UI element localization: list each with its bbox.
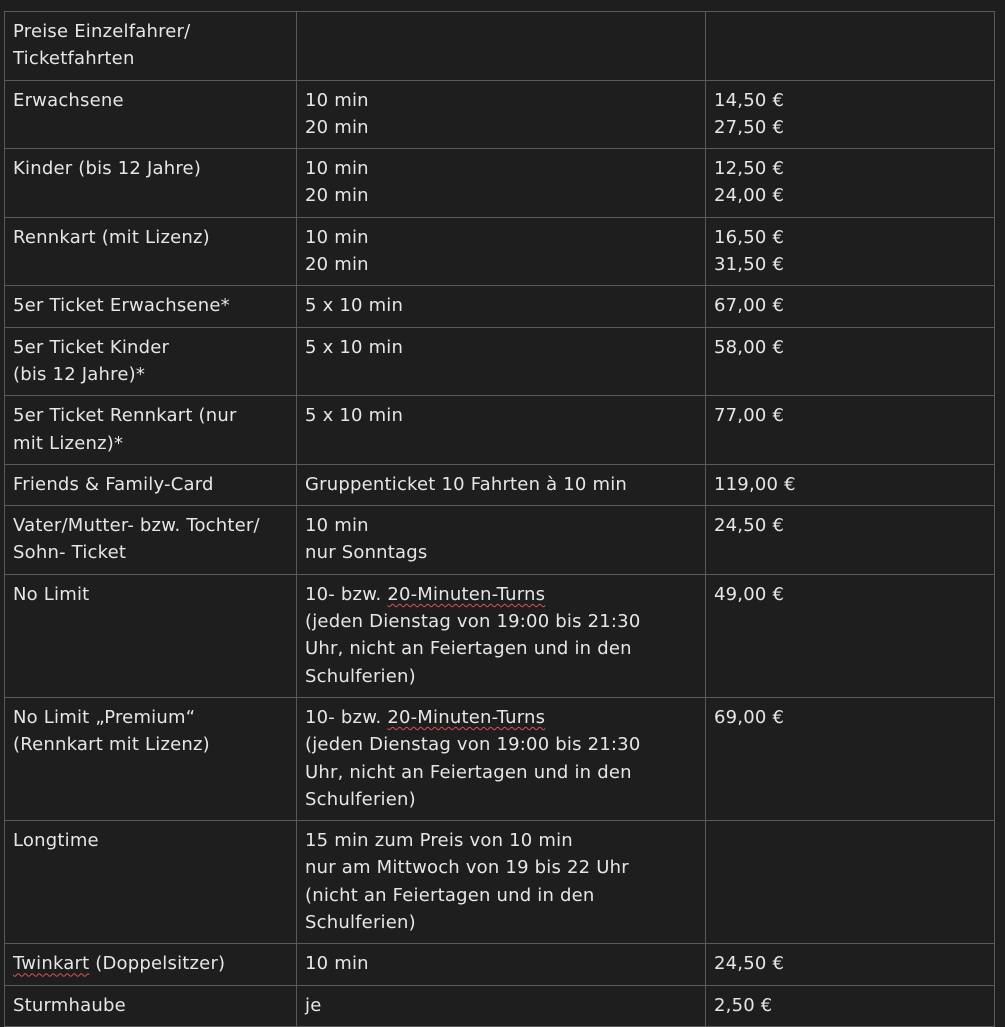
row-detail: Gruppenticket 10 Fahrten à 10 min: [297, 464, 706, 505]
row-detail: [297, 574, 706, 697]
row-label: Kinder (bis 12 Jahre): [5, 149, 297, 218]
row-label: No Limit: [5, 574, 297, 697]
row-label: 5er Ticket Rennkart (nur mit Lizenz)*: [5, 396, 297, 465]
table-row: [5, 217, 995, 286]
table-row: [5, 574, 995, 697]
table-row: [5, 396, 995, 465]
row-price: 24,50 €: [706, 944, 995, 985]
label-rest: (Doppelsitzer): [89, 953, 226, 975]
row-price: 77,00 €: [706, 396, 995, 465]
row-label: 5er Ticket Kinder (bis 12 Jahre)*: [5, 327, 297, 396]
row-label: Rennkart (mit Lizenz): [5, 217, 297, 286]
row-label: 5er Ticket Erwachsene*: [5, 286, 297, 327]
table-row: [5, 821, 995, 944]
detail-rest: (jeden Dienstag von 19:00 bis 21:30 Uhr, nicht an Feiertagen und in den Schulferien): [305, 734, 641, 810]
table-row: [5, 149, 995, 218]
row-detail: 5 x 10 min: [297, 327, 706, 396]
row-detail: [297, 697, 706, 820]
row-price: 16,50 € 31,50 €: [706, 217, 995, 286]
table-row: [5, 506, 995, 575]
row-detail: 10 min 20 min: [297, 80, 706, 149]
row-detail: je: [297, 985, 706, 1026]
table-row: [5, 327, 995, 396]
row-detail: 10 min nur Sonntags: [297, 506, 706, 575]
row-detail: 10 min: [297, 944, 706, 985]
row-detail: 5 x 10 min: [297, 286, 706, 327]
row-detail: 10 min 20 min: [297, 149, 706, 218]
table-row: [5, 944, 995, 985]
row-price: 12,50 € 24,00 €: [706, 149, 995, 218]
row-detail: 15 min zum Preis von 10 min nur am Mittwoch von 19 bis 22 Uhr (nicht an Feiertagen und in den Schulferien): [297, 821, 706, 944]
row-price: 67,00 €: [706, 286, 995, 327]
table-row: [5, 697, 995, 820]
row-price: 119,00 €: [706, 464, 995, 505]
spellcheck-marked-text[interactable]: 20-Minuten-Turns: [387, 706, 546, 728]
row-price: 14,50 € 27,50 €: [706, 80, 995, 149]
detail-prefix: 10- bzw.: [305, 583, 388, 605]
detail-rest: (jeden Dienstag von 19:00 bis 21:30 Uhr, nicht an Feiertagen und in den Schulferien): [305, 611, 641, 687]
table-row: [5, 464, 995, 505]
row-price: 58,00 €: [706, 327, 995, 396]
spellcheck-marked-text[interactable]: Twinkart: [13, 953, 90, 975]
row-price: [706, 821, 995, 944]
row-label: Preise Einzelfahrer/ Ticketfahrten: [5, 12, 297, 81]
row-detail: 10 min 20 min: [297, 217, 706, 286]
row-detail: [297, 12, 706, 81]
row-label: Friends & Family-Card: [5, 464, 297, 505]
detail-prefix: 10- bzw.: [305, 706, 388, 728]
table-row: [5, 286, 995, 327]
row-detail: 5 x 10 min: [297, 396, 706, 465]
spellcheck-marked-text[interactable]: 20-Minuten-Turns: [387, 583, 546, 605]
row-price: 69,00 €: [706, 697, 995, 820]
row-label: Erwachsene: [5, 80, 297, 149]
price-table: [4, 11, 995, 1027]
row-label: No Limit „Premium“ (Rennkart mit Lizenz): [5, 697, 297, 820]
table-row: [5, 80, 995, 149]
row-price: 2,50 €: [706, 985, 995, 1026]
row-label: [5, 944, 297, 985]
row-label: Vater/Mutter- bzw. Tochter/ Sohn- Ticket: [5, 506, 297, 575]
row-label: Sturmhaube: [5, 985, 297, 1026]
table-row: [5, 12, 995, 81]
row-price: 49,00 €: [706, 574, 995, 697]
row-label: Longtime: [5, 821, 297, 944]
row-price: [706, 12, 995, 81]
table-row: [5, 985, 995, 1026]
row-price: 24,50 €: [706, 506, 995, 575]
